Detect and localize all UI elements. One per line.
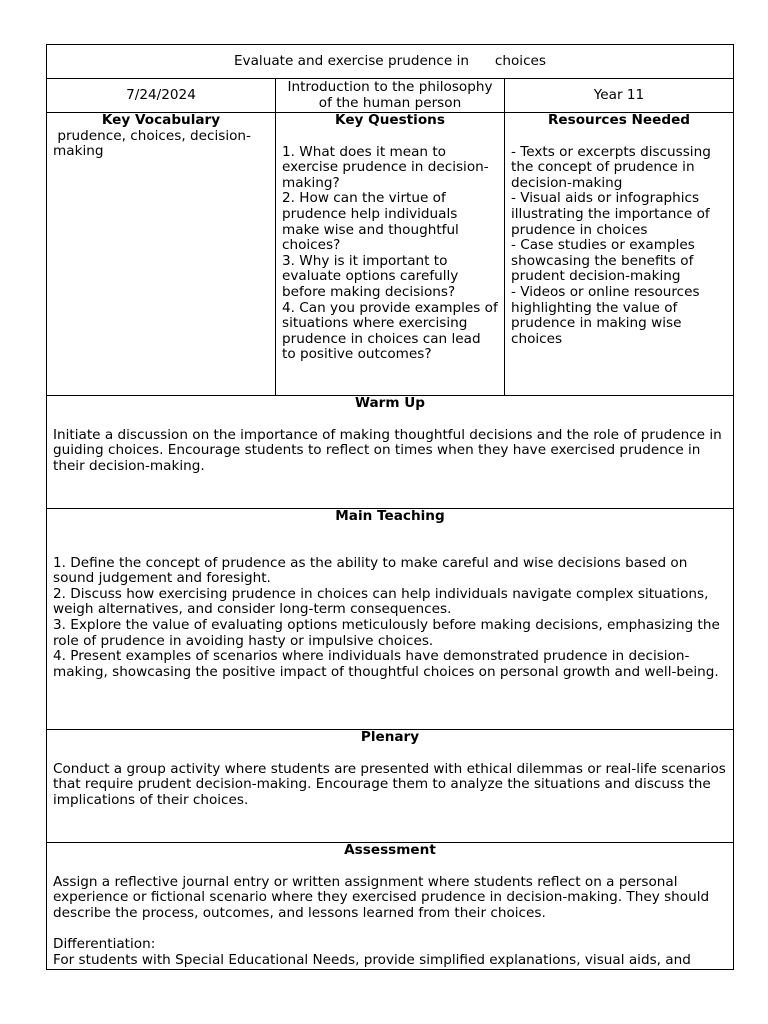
main-teaching-section bbox=[47, 509, 733, 730]
subject-cell bbox=[276, 79, 505, 112]
warmup-heading: Warm Up bbox=[354, 395, 426, 411]
warmup-text: Initiate a discussion on the importance of making thoughtful decisions and the role of prudence in guiding choices. Encourage students to reflect on times when they have exercised prudence in their decision-making. bbox=[53, 426, 722, 474]
resources-cell bbox=[505, 113, 733, 395]
lesson-subject: Introduction to the philosophy of the human person bbox=[287, 78, 493, 111]
question-item: 3. Why is it important to evaluate options carefully before making decisions? bbox=[282, 252, 459, 300]
resource-item: - Case studies or examples showcasing the benefits of prudent decision-making bbox=[511, 237, 695, 285]
title-row bbox=[47, 45, 733, 79]
question-item: 2. How can the virtue of prudence help individuals make wise and thoughtful choices? bbox=[282, 190, 459, 254]
plenary-heading: Plenary bbox=[360, 729, 420, 745]
lesson-year: Year 11 bbox=[593, 86, 645, 103]
plenary-text: Conduct a group activity where students are presented with ethical dilemmas or real-life scenarios that require prudent decision-making. Encourage them to analyze the situations and discuss the implications of their choices. bbox=[53, 760, 726, 808]
teaching-item: 2. Discuss how exercising prudence in choices can help individuals navigate complex situations, weigh alternatives, and consider long-term consequences. bbox=[53, 585, 709, 618]
plenary-section bbox=[47, 730, 733, 843]
question-item: 4. Can you provide examples of situations where exercising prudence in choices can lead to positive outcomes? bbox=[282, 299, 498, 363]
assessment-section bbox=[47, 843, 733, 970]
date-cell bbox=[47, 79, 276, 112]
resource-item: - Videos or online resources highlighting the value of prudence in making wise choices bbox=[511, 283, 700, 347]
lesson-plan-table bbox=[46, 44, 734, 970]
main-teaching-heading: Main Teaching bbox=[335, 508, 445, 524]
teaching-item: 3. Explore the value of evaluating options meticulously before making decisions, emphasizing the role of prudence in avoiding hasty or impulsive choices. bbox=[53, 616, 720, 649]
warmup-section bbox=[47, 396, 733, 509]
assessment-text: Assign a reflective journal entry or written assignment where students reflect on a personal experience or fictional scenario where they exercised prudence in decision-making. They should describe the process, outcomes, and lessons learned from their choices. bbox=[53, 873, 710, 921]
differentiation-text: For students with Special Educational Needs, provide simplified explanations, visual aids, and bbox=[53, 951, 691, 968]
assessment-heading: Assessment bbox=[344, 842, 436, 858]
teaching-item: 1. Define the concept of prudence as the ability to make careful and wise decisions based on sound judgement and foresight. bbox=[53, 554, 688, 587]
lesson-date: 7/24/2024 bbox=[126, 86, 196, 103]
questions-cell bbox=[276, 113, 505, 395]
vocabulary-cell bbox=[47, 113, 276, 395]
year-cell bbox=[505, 79, 733, 112]
question-item: 1. What does it mean to exercise prudence in decision-making? bbox=[282, 143, 489, 191]
differentiation-label: Differentiation: bbox=[53, 936, 156, 953]
questions-heading: Key Questions bbox=[335, 112, 445, 128]
resource-item: - Texts or excerpts discussing the concept of prudence in decision-making bbox=[511, 143, 711, 191]
lesson-title: Evaluate and exercise prudence in choices bbox=[233, 52, 547, 69]
vocabulary-text: prudence, choices, decision-making bbox=[53, 127, 251, 160]
teaching-item: 4. Present examples of scenarios where individuals have demonstrated prudence in decision-making, showcasing the positive impact of thoughtful choices on personal growth and well-being. bbox=[53, 648, 719, 680]
vocabulary-heading: Key Vocabulary bbox=[101, 112, 221, 128]
resource-item: - Visual aids or infographics illustrating the importance of prudence in choices bbox=[511, 190, 710, 238]
overview-row bbox=[47, 113, 733, 396]
meta-row bbox=[47, 79, 733, 113]
resources-heading: Resources Needed bbox=[547, 112, 691, 128]
